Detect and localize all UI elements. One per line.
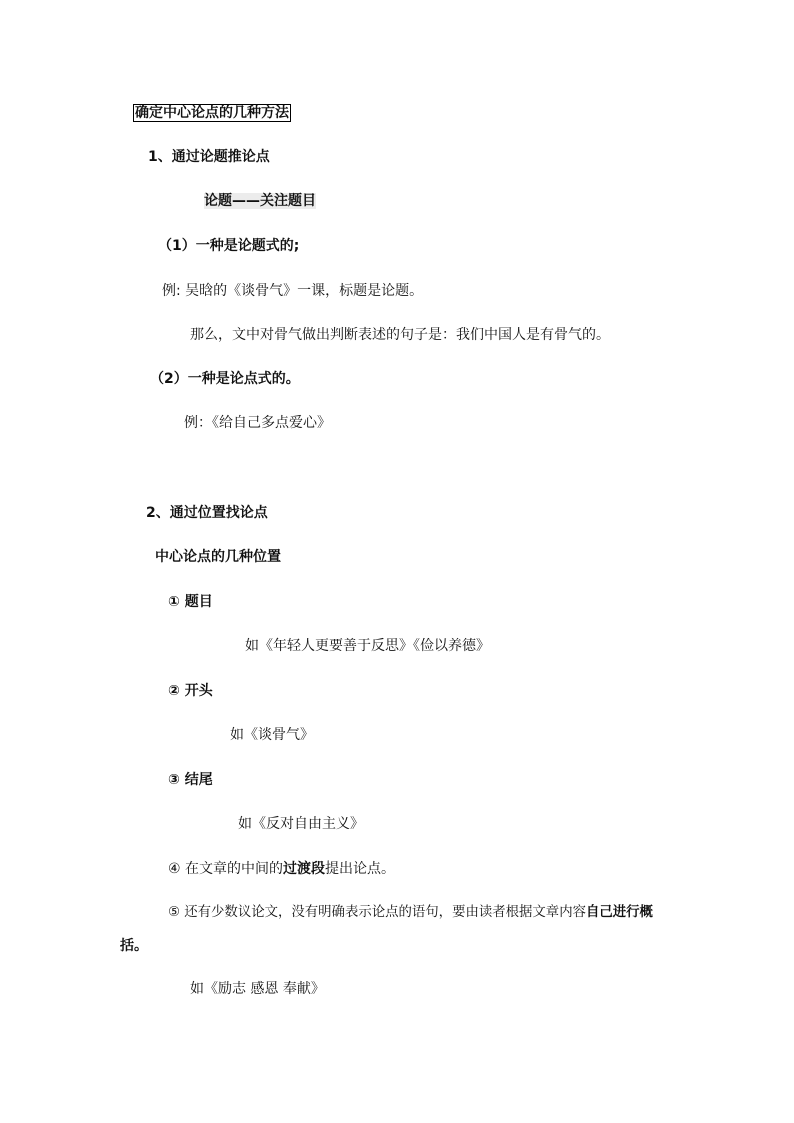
topic-text: 论题——关注题目: [204, 193, 316, 209]
position-5-continuation: 括。: [120, 938, 148, 954]
item-1-heading: （1）一种是论题式的;: [158, 238, 300, 254]
example-1b: 那么，文中对骨气做出判断表述的句子是：我们中国人是有骨气的。: [190, 327, 610, 343]
position-3-example: 如《反对自由主义》: [238, 816, 364, 832]
position-4-text-bold: 过渡段: [283, 861, 326, 877]
item-2-heading: （2）一种是论点式的。: [150, 371, 300, 387]
position-4-line: [168, 860, 395, 878]
position-4-text-post: 提出论点。: [325, 861, 396, 877]
position-1-example: 如《年轻人更要善于反思》《俭以养德》: [245, 638, 490, 654]
position-5-line: [168, 904, 653, 922]
section-2-subheading: 中心论点的几种位置: [155, 549, 281, 565]
topic-line: [204, 192, 316, 210]
position-4-text-pre: ④ 在文章的中间的: [168, 861, 284, 877]
example-1a: 例: 吴晗的《谈骨气》一课，标题是论题。: [162, 283, 424, 299]
section-2-heading: 2、通过位置找论点: [146, 505, 268, 521]
position-3-label: ③ 结尾: [168, 772, 213, 788]
position-5-text-pre: ⑤ 还有少数议论文，没有明确表示论点的语句，要由读者根据文章内容: [168, 905, 586, 920]
position-1-label: ① 题目: [168, 594, 213, 610]
section-1-heading: 1、通过论题推论点: [148, 149, 270, 165]
document-title-text: 确定中心论点的几种方法: [135, 105, 289, 121]
position-2-example: 如《谈骨气》: [230, 727, 314, 743]
position-5-text-bold: 自己进行概: [585, 905, 653, 920]
position-5-example: 如《励志 感恩 奉献》: [190, 981, 325, 997]
example-2: 例：《给自己多点爱心》: [184, 415, 331, 431]
document-title: [133, 104, 291, 122]
position-2-label: ② 开头: [168, 683, 213, 699]
